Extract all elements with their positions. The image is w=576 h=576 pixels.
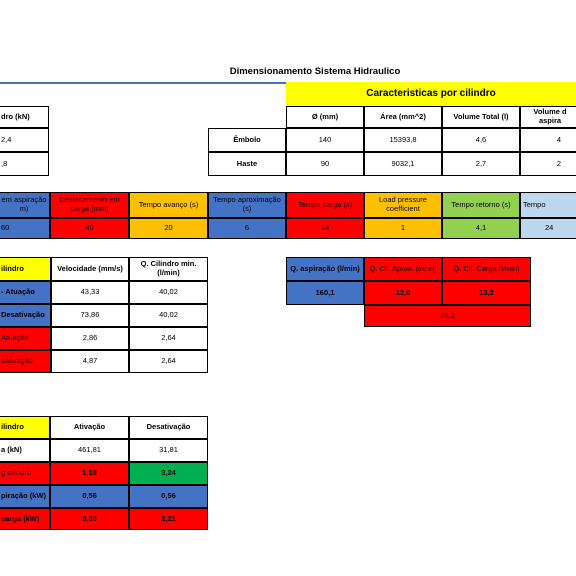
velocity-row-flow: 40,02 [129,281,208,304]
page-title: Dimensionamento Sistema Hidraulico [229,66,401,77]
velocity-col-min-flow: Q. Cilindro min. (l/min) [129,257,208,281]
haste-diameter: 90 [286,152,364,176]
power-col-cylinder: ilindro [0,416,50,439]
haste-area: 9032,1 [364,152,442,176]
left-force-row2: ,8 [0,152,49,176]
velocity-row-speed: 43,33 [51,281,129,304]
param-value-approach-time: 6 [208,218,286,239]
power-row-activation: 1,18 [50,462,129,485]
param-label-time: Tempo [520,192,576,218]
param-label-displacement-aspiration: em aspiração m) [0,192,50,218]
embolo-label: Êmbolo [208,128,286,152]
flow-col-load: Q. Cil. Carga (l/min) [442,257,531,281]
param-label-approach-time: Tempo aproximação (s) [208,192,286,218]
haste-label: Haste [208,152,286,176]
flow-value-approach: 12,0 [364,281,442,305]
velocity-col-speed: Velocidade (mm/s) [51,257,129,281]
embolo-volume-total: 4,6 [442,128,520,152]
velocity-row-flow: 40,02 [129,304,208,327]
velocity-row-speed: 73,86 [51,304,129,327]
velocity-row-label: Desativação [0,304,51,327]
power-row-label: carga (kW) [0,508,50,530]
power-row-deactivation: 2,21 [129,508,208,530]
param-label-advance-time: Tempo avanço (s) [129,192,208,218]
param-value-return-time: 4,1 [442,218,520,239]
velocity-row-label: sativação [0,350,51,373]
embolo-area: 15393,8 [364,128,442,152]
flow-col-approach: Q. Cil. Aprox. (l/min) [364,257,442,281]
power-row-label: piração (kW) [0,485,50,508]
embolo-diameter: 140 [286,128,364,152]
chars-col-volume-total: Volume Total (l) [442,106,520,128]
flow-value-load: 13,2 [442,281,531,305]
haste-volume-aspiration: 2 [520,152,576,176]
left-force-row1: 2,4 [0,128,49,152]
power-row-label: g cilindro [0,462,50,485]
param-label-displacement-load: Deslocamento em carga (mm) [50,192,129,218]
flow-total-value: 25,2 [364,305,531,327]
power-row-activation: 0,56 [50,485,129,508]
velocity-row-label: - Atuação [0,281,51,304]
haste-volume-total: 2,7 [442,152,520,176]
embolo-volume-aspiration: 4 [520,128,576,152]
param-value-displacement-load: 40 [50,218,129,239]
velocity-row-speed: 4,87 [51,350,129,373]
power-row-label: a (kN) [0,439,50,462]
param-label-return-time: Tempo retorno (s) [442,192,520,218]
power-row-activation: 461,81 [50,439,129,462]
velocity-row-speed: 2,86 [51,327,129,350]
param-value-time: 24 [520,218,576,239]
velocity-row-flow: 2,64 [129,327,208,350]
param-value-displacement-aspiration: 60 [0,218,50,239]
characteristics-header: Caracteristicas por cilindro [286,82,576,106]
power-col-deactivation: Desativação [129,416,208,439]
power-row-deactivation: 0,56 [129,485,208,508]
param-value-advance-time: 20 [129,218,208,239]
left-force-header: dro (kN) [0,106,49,128]
flow-col-aspiration: Q. aspiração (l/min) [286,257,364,281]
velocity-row-flow: 2,64 [129,350,208,373]
chars-col-diameter: Ø (mm) [286,106,364,128]
power-col-activation: Ativação [50,416,129,439]
flow-value-aspiration: 160,1 [286,281,364,305]
power-row-activation: 8,00 [50,508,129,530]
power-row-deactivation: 31,81 [129,439,208,462]
power-row-deactivation: 3,24 [129,462,208,485]
param-label-load-time: Tempo carga (s) [286,192,364,218]
param-label-load-pressure: Load pressure coefficient [364,192,442,218]
chars-col-volume-aspiration: Volume d aspira [520,106,576,128]
velocity-col-cylinder: ilindro [0,257,51,281]
param-value-load-time: 14 [286,218,364,239]
chars-corner [208,106,286,128]
chars-col-area: Área (mm^2) [364,106,442,128]
param-value-load-pressure: 1 [364,218,442,239]
velocity-row-label: Atuação [0,327,51,350]
